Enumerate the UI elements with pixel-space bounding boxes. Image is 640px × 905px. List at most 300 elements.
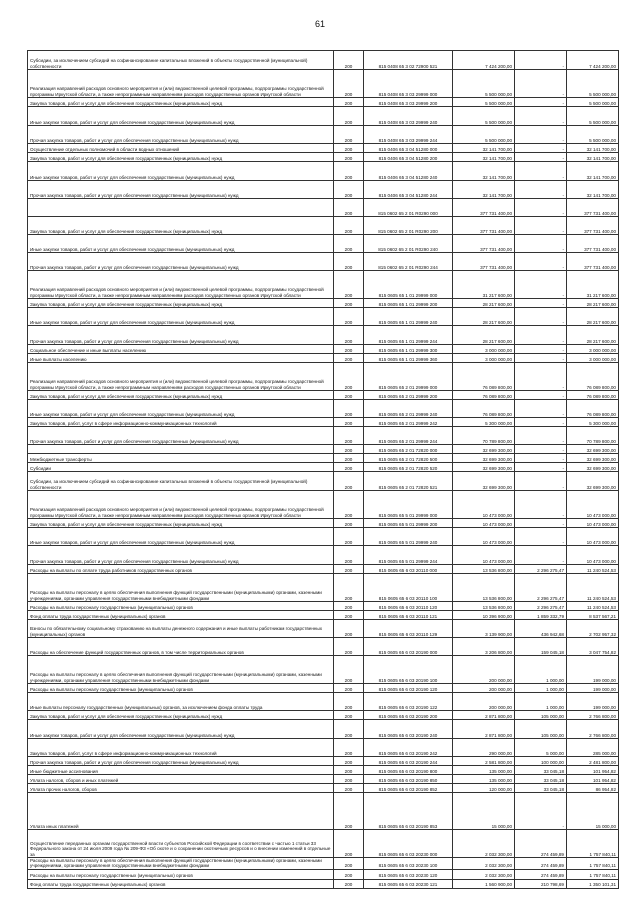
approved-amount: 13 536 800,00 xyxy=(453,565,515,574)
table-row xyxy=(28,107,619,126)
budget-classification-code: 815 0605 65 2 01 72820 520 xyxy=(364,463,453,472)
remaining-amount: 199 000,00 xyxy=(567,693,619,711)
budget-classification-code: 815 0605 65 2 01 29999 200 xyxy=(364,391,453,400)
executed-amount: 105 000,00 xyxy=(515,711,567,720)
item-name: Прочая закупка товаров, работ и услуг для обеспечения государственных (муниципальных) нужд xyxy=(28,546,334,565)
approved-amount: 76 089 800,00 xyxy=(453,400,515,418)
remaining-amount: 28 217 600,00 xyxy=(567,299,619,308)
line-code: 200 xyxy=(334,427,364,445)
executed-amount: 436 942,68 xyxy=(515,620,567,638)
executed-amount: - xyxy=(515,199,567,217)
approved-amount: 32 141 700,00 xyxy=(453,162,515,181)
remaining-amount: 32 141 700,00 xyxy=(567,153,619,162)
table-row xyxy=(28,162,619,181)
item-name: Реализация направлений расходов основного мероприятия и (или) ведомственной целевой программы, подпрограммы государственной программы Иркутской области, а также непрограммным направлениям расходов государственных органов Иркутской области xyxy=(28,363,334,391)
remaining-amount: 10 473 000,00 xyxy=(567,528,619,546)
remaining-amount: 5 500 000,00 xyxy=(567,98,619,107)
table-row xyxy=(28,345,619,354)
item-name: Прочая закупка товаров, работ и услуг для обеспечения государственных (муниципальных) нужд xyxy=(28,326,334,345)
line-code: 200 xyxy=(334,454,364,463)
remaining-amount: 76 089 800,00 xyxy=(567,363,619,391)
remaining-amount: 11 240 524,53 xyxy=(567,565,619,574)
executed-amount: - xyxy=(515,107,567,126)
remaining-amount: 5 500 000,00 xyxy=(567,107,619,126)
table-row xyxy=(28,126,619,144)
remaining-amount: 1 757 840,11 xyxy=(567,858,619,870)
budget-classification-code: 815 0408 65 3 03 29999 200 xyxy=(364,98,453,107)
approved-amount: 377 731 400,00 xyxy=(453,253,515,271)
remaining-amount: 1 757 840,11 xyxy=(567,830,619,858)
budget-classification-code: 815 0605 65 6 03 20110 100 xyxy=(364,574,453,602)
line-code: 200 xyxy=(334,711,364,720)
line-code: 200 xyxy=(334,546,364,565)
line-code: 200 xyxy=(334,153,364,162)
approved-amount: 32 141 700,00 xyxy=(453,153,515,162)
line-code: 200 xyxy=(334,757,364,766)
item-name: Реализация направлений расходов основного мероприятия и (или) ведомственной целевой программы, подпрограммы государственной программы Иркутской области, а также непрограммным направлениям расходов государственных органов Иркутской области xyxy=(28,491,334,519)
budget-classification-code: 815 0605 65 5 01 29999 200 xyxy=(364,519,453,528)
line-code: 200 xyxy=(334,638,364,656)
executed-amount: - xyxy=(515,181,567,199)
item-name: Иные закупки товаров, работ и услуг для обеспечения государственных (муниципальных) нужд xyxy=(28,162,334,181)
table-row xyxy=(28,620,619,638)
executed-amount: 274 459,89 xyxy=(515,830,567,858)
item-name: Иные закупки товаров, работ и услуг для обеспечения государственных (муниципальных) нужд xyxy=(28,528,334,546)
executed-amount: - xyxy=(515,472,567,491)
approved-amount: 32 699 300,00 xyxy=(453,454,515,463)
line-code: 200 xyxy=(334,656,364,684)
line-code: 200 xyxy=(334,611,364,620)
executed-amount: 33 045,18 xyxy=(515,784,567,793)
executed-amount: - xyxy=(515,51,567,70)
line-code: 200 xyxy=(334,235,364,253)
approved-amount: 3 000 000,00 xyxy=(453,345,515,354)
line-code: 200 xyxy=(334,869,364,879)
remaining-amount: 2 766 800,00 xyxy=(567,711,619,720)
budget-classification-code: 815 0602 65 2 01 R0290 000 xyxy=(364,199,453,217)
budget-classification-code: 815 0605 65 2 01 29999 000 xyxy=(364,363,453,391)
executed-amount: 2 296 275,47 xyxy=(515,602,567,611)
executed-amount: 2 296 275,47 xyxy=(515,565,567,574)
line-code: 200 xyxy=(334,472,364,491)
executed-amount: 33 045,18 xyxy=(515,766,567,775)
budget-classification-code: 815 0605 65 6 03 20110 129 xyxy=(364,620,453,638)
budget-classification-code: 815 0406 65 3 04 51280 200 xyxy=(364,153,453,162)
remaining-amount: 32 141 700,00 xyxy=(567,144,619,153)
line-code: 200 xyxy=(334,830,364,858)
budget-classification-code: 815 0605 65 5 01 29999 244 xyxy=(364,546,453,565)
remaining-amount: 32 141 700,00 xyxy=(567,162,619,181)
budget-classification-code: 815 0605 65 6 03 20190 852 xyxy=(364,784,453,793)
budget-classification-code: 815 0602 65 2 01 R0290 200 xyxy=(364,217,453,235)
executed-amount: - xyxy=(515,519,567,528)
remaining-amount: 199 000,00 xyxy=(567,684,619,693)
approved-amount: 3 139 900,00 xyxy=(453,620,515,638)
budget-classification-code: 815 0605 65 1 01 29999 240 xyxy=(364,308,453,326)
item-name: Межбюджетные трансферты xyxy=(28,454,334,463)
table-row xyxy=(28,546,619,565)
approved-amount: 1 560 900,00 xyxy=(453,879,515,888)
remaining-amount: 32 699 300,00 xyxy=(567,472,619,491)
remaining-amount: 31 217 600,00 xyxy=(567,271,619,299)
table-row xyxy=(28,153,619,162)
remaining-amount: 5 300 000,00 xyxy=(567,418,619,427)
line-code: 200 xyxy=(334,445,364,454)
line-code: 200 xyxy=(334,784,364,793)
line-code: 200 xyxy=(334,602,364,611)
approved-amount: 5 500 000,00 xyxy=(453,98,515,107)
item-name: Осуществление отдельных полномочий в области водных отношений xyxy=(28,144,334,153)
executed-amount: - xyxy=(515,427,567,445)
item-name: Уплата налогов, сборов и иных платежей xyxy=(28,775,334,784)
remaining-amount: 32 699 300,00 xyxy=(567,445,619,454)
item-name: Закупка товаров, работ и услуг для обеспечения государственных (муниципальных) нужд xyxy=(28,391,334,400)
table-row xyxy=(28,519,619,528)
remaining-amount: 377 731 400,00 xyxy=(567,253,619,271)
executed-amount: - xyxy=(515,253,567,271)
line-code: 200 xyxy=(334,391,364,400)
table-row xyxy=(28,684,619,693)
line-code: 200 xyxy=(334,308,364,326)
item-name: Субсидии, за исключением субсидий на софинансирование капитальных вложений в объекты государственной (муниципальной) собственности xyxy=(28,51,334,70)
budget-classification-code: 815 0605 65 6 03 20190 853 xyxy=(364,793,453,830)
budget-classification-code: 815 0406 65 3 04 51280 240 xyxy=(364,162,453,181)
budget-classification-code: 815 0605 65 6 03 20190 000 xyxy=(364,638,453,656)
budget-classification-code: 815 0605 65 6 03 20230 120 xyxy=(364,869,453,879)
budget-classification-code: 815 0408 65 3 03 29999 240 xyxy=(364,107,453,126)
item-name: Иные закупки товаров, работ и услуг для обеспечения государственных (муниципальных) нужд xyxy=(28,107,334,126)
executed-amount: - xyxy=(515,418,567,427)
remaining-amount: 10 473 000,00 xyxy=(567,519,619,528)
approved-amount: 28 217 600,00 xyxy=(453,326,515,345)
budget-classification-code: 815 0605 65 6 03 20230 100 xyxy=(364,858,453,870)
item-name: Расходы на выплаты по оплате труда работников государственных органов xyxy=(28,565,334,574)
table-row xyxy=(28,326,619,345)
item-name: Расходы на выплаты персоналу в целях обеспечения выполнения функций государственными (муниципальными) органами, казенными учреждениями, органами управления государственными внебюджетными фондами xyxy=(28,574,334,602)
table-row xyxy=(28,308,619,326)
table-row xyxy=(28,253,619,271)
executed-amount: 105 000,00 xyxy=(515,720,567,739)
budget-classification-code: 815 0605 65 5 01 29999 000 xyxy=(364,491,453,519)
item-name: Закупка товаров, работ и услуг для обеспечения государственных (муниципальных) нужд xyxy=(28,711,334,720)
table-row xyxy=(28,638,619,656)
budget-classification-code: 815 0605 65 1 01 29999 000 xyxy=(364,271,453,299)
executed-amount: - xyxy=(515,491,567,519)
remaining-amount: 101 954,82 xyxy=(567,766,619,775)
approved-amount: 28 217 600,00 xyxy=(453,299,515,308)
table-row xyxy=(28,463,619,472)
line-code: 200 xyxy=(334,766,364,775)
line-code: 200 xyxy=(334,253,364,271)
item-name: Расходы на обеспечение функций государственных органов, в том числе территориальных органов xyxy=(28,638,334,656)
approved-amount: 200 000,00 xyxy=(453,684,515,693)
item-name: Прочая закупка товаров, работ и услуг для обеспечения государственных (муниципальных) нужд xyxy=(28,427,334,445)
line-code: 200 xyxy=(334,858,364,870)
item-name: Прочая закупка товаров, работ и услуг для обеспечения государственных (муниципальных) нужд xyxy=(28,253,334,271)
approved-amount: 377 731 400,00 xyxy=(453,235,515,253)
item-name: Иные закупки товаров, работ и услуг для обеспечения государственных (муниципальных) нужд xyxy=(28,308,334,326)
table-row xyxy=(28,879,619,888)
line-code: 200 xyxy=(334,793,364,830)
item-name: Иные закупки товаров, работ и услуг для обеспечения государственных (муниципальных) нужд xyxy=(28,400,334,418)
line-code: 200 xyxy=(334,345,364,354)
line-code: 200 xyxy=(334,775,364,784)
approved-amount: 31 217 600,00 xyxy=(453,271,515,299)
remaining-amount: 11 240 524,53 xyxy=(567,602,619,611)
table-row xyxy=(28,793,619,830)
table-row xyxy=(28,528,619,546)
page-number: 61 xyxy=(314,19,325,29)
table-row xyxy=(28,693,619,711)
approved-amount: 135 000,00 xyxy=(453,766,515,775)
table-row xyxy=(28,354,619,363)
table-row xyxy=(28,784,619,793)
line-code: 200 xyxy=(334,326,364,345)
executed-amount: 33 045,18 xyxy=(515,775,567,784)
executed-amount: - xyxy=(515,454,567,463)
budget-classification-code: 815 0408 65 3 02 72900 521 xyxy=(364,51,453,70)
approved-amount: 28 217 600,00 xyxy=(453,308,515,326)
line-code: 200 xyxy=(334,565,364,574)
item-name: Иные бюджетные ассигнования xyxy=(28,766,334,775)
remaining-amount: 32 699 300,00 xyxy=(567,454,619,463)
remaining-amount: 7 424 200,00 xyxy=(567,51,619,70)
budget-classification-code: 815 0605 65 6 03 20190 200 xyxy=(364,711,453,720)
item-name: Закупка товаров, работ и услуг для обеспечения государственных (муниципальных) нужд xyxy=(28,519,334,528)
remaining-amount: 10 473 000,00 xyxy=(567,546,619,565)
table-row xyxy=(28,427,619,445)
approved-amount: 5 500 000,00 xyxy=(453,107,515,126)
table-row xyxy=(28,491,619,519)
approved-amount: 32 141 700,00 xyxy=(453,144,515,153)
table-row xyxy=(28,199,619,217)
remaining-amount: 8 537 567,21 xyxy=(567,611,619,620)
line-code: 200 xyxy=(334,70,364,98)
remaining-amount: 285 000,00 xyxy=(567,739,619,757)
executed-amount: 1 000,00 xyxy=(515,656,567,684)
table-row xyxy=(28,51,619,70)
remaining-amount: 76 089 800,00 xyxy=(567,391,619,400)
line-code: 200 xyxy=(334,620,364,638)
item-name xyxy=(28,445,334,454)
remaining-amount: 377 731 400,00 xyxy=(567,199,619,217)
item-name: Расходы на выплаты персоналу в целях обеспечения выполнения функций государственными (муниципальными) органами, казенными учреждениями, органами управления государственными внебюджетными фондами xyxy=(28,656,334,684)
budget-classification-code: 815 0408 65 3 03 29999 000 xyxy=(364,70,453,98)
table-row xyxy=(28,757,619,766)
line-code: 200 xyxy=(334,217,364,235)
budget-classification-code: 815 0605 65 6 03 20230 000 xyxy=(364,830,453,858)
executed-amount: 159 045,18 xyxy=(515,638,567,656)
executed-amount: 210 798,69 xyxy=(515,879,567,888)
item-name: Закупка товаров, работ и услуг для обеспечения государственных (муниципальных) нужд xyxy=(28,217,334,235)
approved-amount: 120 000,00 xyxy=(453,784,515,793)
executed-amount: - xyxy=(515,793,567,830)
budget-classification-code: 815 0605 65 2 01 29999 242 xyxy=(364,418,453,427)
item-name: Прочая закупка товаров, работ и услуг для обеспечения государственных (муниципальных) нужд xyxy=(28,181,334,199)
budget-classification-code: 815 0605 65 1 01 29999 244 xyxy=(364,326,453,345)
approved-amount: 10 473 000,00 xyxy=(453,528,515,546)
line-code: 200 xyxy=(334,107,364,126)
budget-classification-code: 815 0605 65 2 01 72820 500 xyxy=(364,454,453,463)
remaining-amount: 101 954,82 xyxy=(567,775,619,784)
remaining-amount: 86 954,82 xyxy=(567,784,619,793)
budget-classification-code: 815 0605 65 6 03 20190 122 xyxy=(364,693,453,711)
table-row xyxy=(28,775,619,784)
remaining-amount: 28 217 600,00 xyxy=(567,308,619,326)
table-row xyxy=(28,574,619,602)
executed-amount: - xyxy=(515,126,567,144)
line-code: 200 xyxy=(334,51,364,70)
budget-classification-code: 815 0605 65 6 03 20190 100 xyxy=(364,656,453,684)
line-code: 200 xyxy=(334,574,364,602)
approved-amount: 32 699 300,00 xyxy=(453,445,515,454)
line-code: 200 xyxy=(334,162,364,181)
executed-amount: 274 459,89 xyxy=(515,858,567,870)
executed-amount: 2 296 275,47 xyxy=(515,574,567,602)
table-body xyxy=(28,51,619,889)
budget-classification-code: 815 0605 65 2 01 29999 240 xyxy=(364,400,453,418)
item-name: Расходы на выплаты персоналу государственных (муниципальных) органов xyxy=(28,684,334,693)
table-row xyxy=(28,98,619,107)
approved-amount: 2 581 800,00 xyxy=(453,757,515,766)
budget-classification-code: 815 0602 65 2 01 R0290 244 xyxy=(364,253,453,271)
table-row xyxy=(28,711,619,720)
budget-classification-code: 815 0605 65 6 03 20190 240 xyxy=(364,720,453,739)
item-name: Иные закупки товаров, работ и услуг для обеспечения государственных (муниципальных) нужд xyxy=(28,720,334,739)
remaining-amount: 199 000,00 xyxy=(567,656,619,684)
item-name: Закупка товаров, работ, услуг в сфере информационно-коммуникационных технологий xyxy=(28,739,334,757)
executed-amount: - xyxy=(515,162,567,181)
approved-amount: 2 032 300,00 xyxy=(453,830,515,858)
executed-amount: - xyxy=(515,400,567,418)
approved-amount: 13 536 800,00 xyxy=(453,574,515,602)
budget-classification-code: 815 0406 65 3 04 51280 244 xyxy=(364,181,453,199)
executed-amount: - xyxy=(515,217,567,235)
approved-amount: 377 731 400,00 xyxy=(453,199,515,217)
executed-amount: - xyxy=(515,98,567,107)
item-name: Фонд оплаты труда государственных (муниципальных) органов xyxy=(28,611,334,620)
item-name: Социальное обеспечение и иные выплаты населению xyxy=(28,345,334,354)
budget-classification-code: 815 0605 65 2 01 72820 000 xyxy=(364,445,453,454)
budget-execution-table xyxy=(27,50,619,889)
table-row xyxy=(28,299,619,308)
executed-amount: 1 000,00 xyxy=(515,693,567,711)
item-name: Реализация направлений расходов основного мероприятия и (или) ведомственной целевой программы, подпрограммы государственной программы Иркутской области, а также непрограммным направлениям расходов государственных органов Иркутской области xyxy=(28,70,334,98)
approved-amount: 10 473 000,00 xyxy=(453,491,515,519)
remaining-amount: 2 702 957,32 xyxy=(567,620,619,638)
item-name: Закупка товаров, работ, услуг в сфере информационно-коммуникационных технологий xyxy=(28,418,334,427)
remaining-amount: 1 757 840,11 xyxy=(567,869,619,879)
item-name: Субсидии, за исключением субсидий на софинансирование капитальных вложений в объекты государственной (муниципальной) собственности xyxy=(28,472,334,491)
item-name: Иные закупки товаров, работ и услуг для обеспечения государственных (муниципальных) нужд xyxy=(28,235,334,253)
approved-amount: 200 000,00 xyxy=(453,656,515,684)
table-row xyxy=(28,656,619,684)
budget-classification-code: 815 0605 65 6 03 20190 120 xyxy=(364,684,453,693)
table-row xyxy=(28,602,619,611)
table-row xyxy=(28,869,619,879)
table-row xyxy=(28,235,619,253)
item-name: Закупка товаров, работ и услуг для обеспечения государственных (муниципальных) нужд xyxy=(28,98,334,107)
line-code: 200 xyxy=(334,98,364,107)
table-row xyxy=(28,181,619,199)
item-name: Прочая закупка товаров, работ и услуг для обеспечения государственных (муниципальных) нужд xyxy=(28,126,334,144)
executed-amount: 274 459,89 xyxy=(515,869,567,879)
budget-classification-code: 815 0406 65 3 04 51280 000 xyxy=(364,144,453,153)
item-name: Закупка товаров, работ и услуг для обеспечения государственных (муниципальных) нужд xyxy=(28,299,334,308)
budget-classification-code: 815 0605 65 2 01 72820 521 xyxy=(364,472,453,491)
table-row xyxy=(28,565,619,574)
approved-amount: 10 473 000,00 xyxy=(453,519,515,528)
executed-amount: - xyxy=(515,326,567,345)
line-code: 200 xyxy=(334,684,364,693)
executed-amount: 100 000,00 xyxy=(515,757,567,766)
line-code: 200 xyxy=(334,491,364,519)
table-row xyxy=(28,418,619,427)
line-code: 200 xyxy=(334,299,364,308)
remaining-amount: 2 481 800,00 xyxy=(567,757,619,766)
executed-amount: - xyxy=(515,345,567,354)
line-code: 200 xyxy=(334,739,364,757)
approved-amount: 15 000,00 xyxy=(453,793,515,830)
approved-amount: 200 000,00 xyxy=(453,693,515,711)
executed-amount: - xyxy=(515,271,567,299)
executed-amount: - xyxy=(515,546,567,565)
item-name: Расходы на выплаты персоналу государственных (муниципальных) органов xyxy=(28,602,334,611)
table-row xyxy=(28,454,619,463)
remaining-amount: 377 731 400,00 xyxy=(567,217,619,235)
approved-amount: 76 089 800,00 xyxy=(453,363,515,391)
line-code: 200 xyxy=(334,144,364,153)
approved-amount: 7 424 200,00 xyxy=(453,51,515,70)
remaining-amount: 3 047 754,82 xyxy=(567,638,619,656)
table-row xyxy=(28,830,619,858)
remaining-amount: 28 217 600,00 xyxy=(567,326,619,345)
item-name xyxy=(28,199,334,217)
line-code: 200 xyxy=(334,354,364,363)
line-code: 200 xyxy=(334,199,364,217)
executed-amount: - xyxy=(515,463,567,472)
executed-amount: - xyxy=(515,528,567,546)
budget-classification-code: 815 0605 65 5 01 29999 240 xyxy=(364,528,453,546)
approved-amount: 2 032 300,00 xyxy=(453,858,515,870)
table-row xyxy=(28,858,619,870)
remaining-amount: 1 350 101,31 xyxy=(567,879,619,888)
table-row xyxy=(28,400,619,418)
executed-amount: - xyxy=(515,70,567,98)
budget-classification-code: 815 0605 65 6 03 20110 000 xyxy=(364,565,453,574)
executed-amount: - xyxy=(515,235,567,253)
approved-amount: 5 500 000,00 xyxy=(453,126,515,144)
approved-amount: 290 000,00 xyxy=(453,739,515,757)
approved-amount: 10 473 000,00 xyxy=(453,546,515,565)
approved-amount: 3 206 800,00 xyxy=(453,638,515,656)
remaining-amount: 70 789 800,00 xyxy=(567,427,619,445)
item-name: Реализация направлений расходов основного мероприятия и (или) ведомственной целевой программы, подпрограммы государственной программы Иркутской области, а также непрограммным направлениям расходов государственных органов Иркутской области xyxy=(28,271,334,299)
remaining-amount: 32 141 700,00 xyxy=(567,181,619,199)
item-name: Уплата прочих налогов, сборов xyxy=(28,784,334,793)
item-name: Расходы на выплаты персоналу государственных (муниципальных) органов xyxy=(28,869,334,879)
table-row xyxy=(28,70,619,98)
approved-amount: 5 300 000,00 xyxy=(453,418,515,427)
remaining-amount: 5 500 000,00 xyxy=(567,70,619,98)
executed-amount: 5 000,00 xyxy=(515,739,567,757)
item-name: Закупка товаров, работ и услуг для обеспечения государственных (муниципальных) нужд xyxy=(28,153,334,162)
line-code: 200 xyxy=(334,400,364,418)
line-code: 200 xyxy=(334,528,364,546)
executed-amount: - xyxy=(515,445,567,454)
table-row xyxy=(28,611,619,620)
item-name: Прочая закупка товаров, работ и услуг для обеспечения государственных (муниципальных) нужд xyxy=(28,757,334,766)
